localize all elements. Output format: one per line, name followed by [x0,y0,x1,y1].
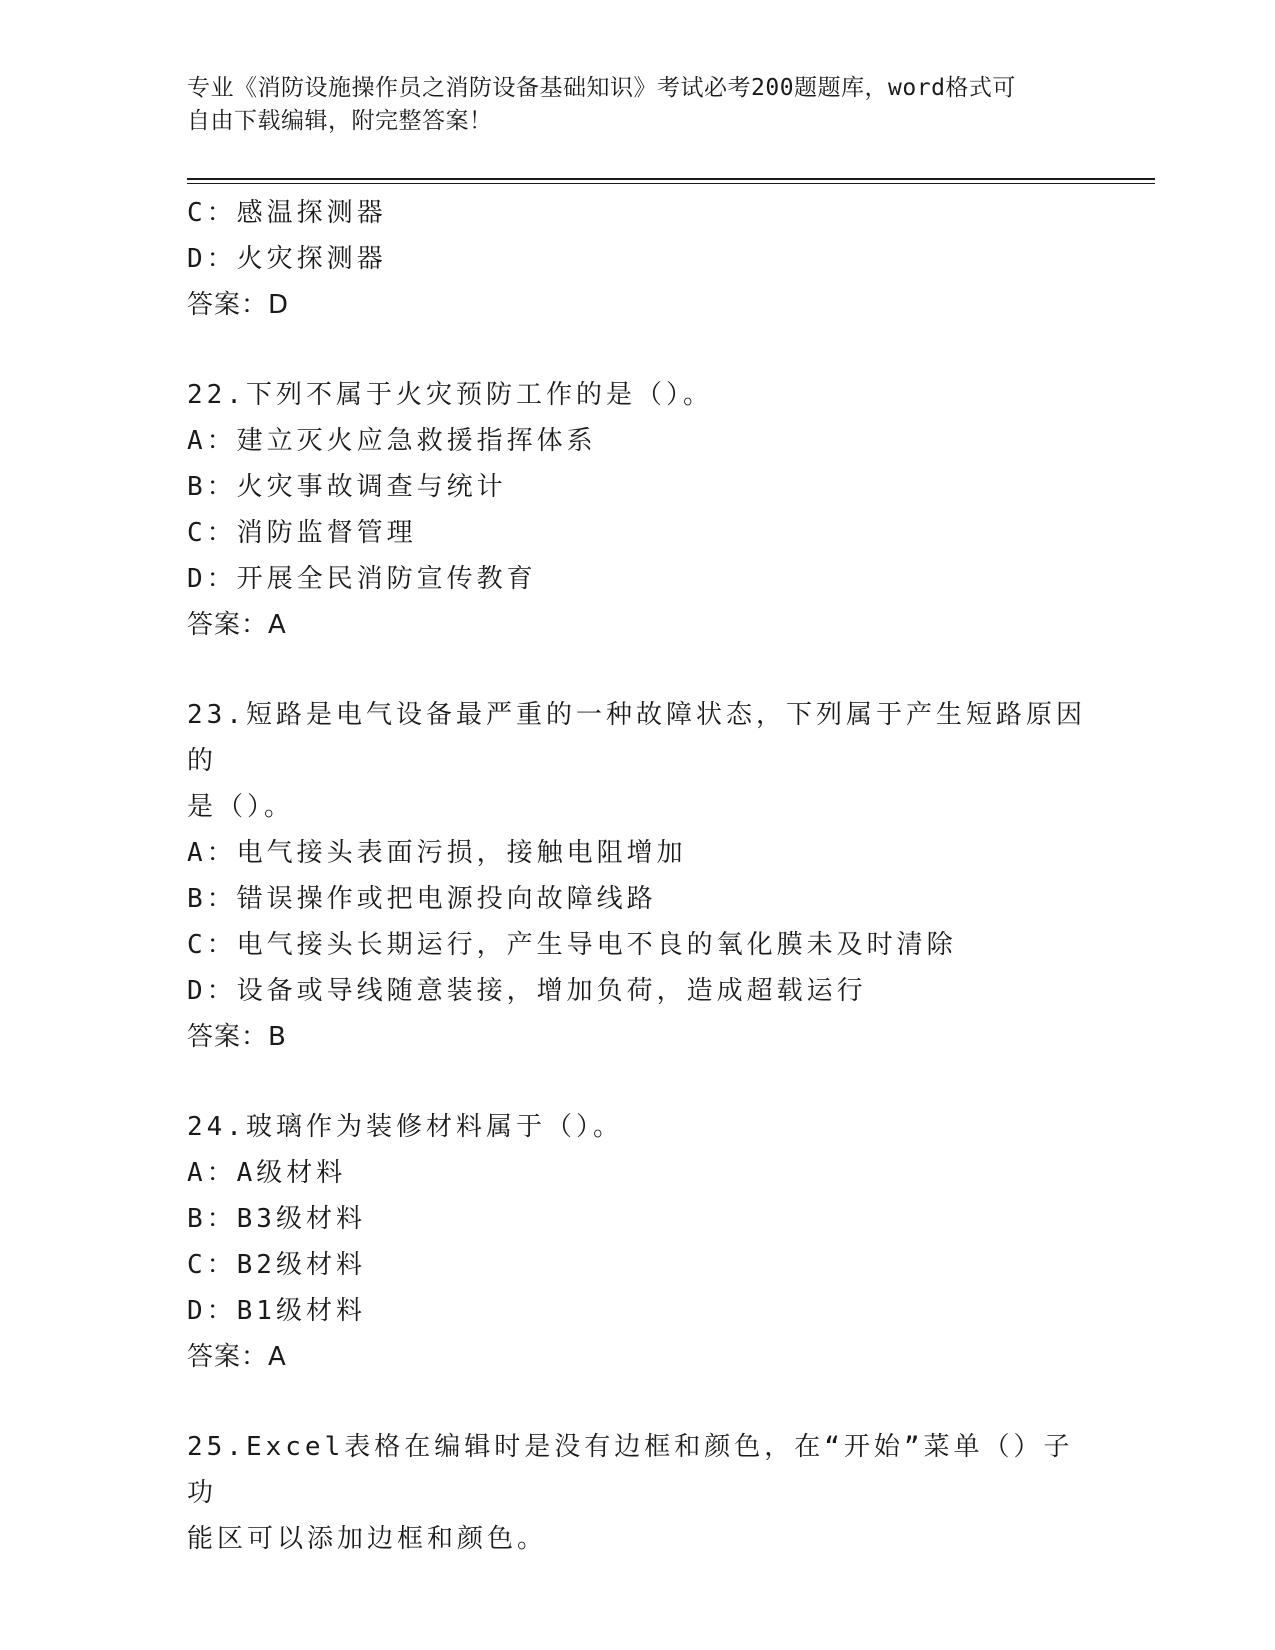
question-25 [187,1424,1087,1562]
answer-line: 答案：A [187,1342,287,1372]
spacer [187,328,1087,372]
question-stem-line-2: 是（）。 [187,792,295,822]
option-d: D：设备或导线随意装接，增加负荷，造成超载运行 [187,976,867,1006]
question-23 [187,692,1087,1060]
answer-line: 答案：D [187,290,290,320]
question-stem: 22.下列不属于火灾预防工作的是（）。 [187,380,713,410]
spacer [187,1060,1087,1104]
spacer [187,648,1087,692]
question-22 [187,372,1087,648]
header-line-2: 自由下载编辑，附完整答案！ [187,108,493,134]
header-divider-thin [187,183,1155,184]
header-divider-thick [187,178,1155,180]
option-c: C：感温探测器 [187,198,387,228]
question-21-continued [187,190,1087,328]
question-stem: 24.玻璃作为装修材料属于（）。 [187,1112,623,1142]
option-d: D：开展全民消防宣传教育 [187,564,537,594]
spacer [187,1380,1087,1424]
option-a: A：电气接头表面污损，接触电阻增加 [187,838,687,868]
option-c: C：电气接头长期运行，产生导电不良的氧化膜未及时清除 [187,930,957,960]
answer-line: 答案：A [187,610,287,640]
answer-line: 答案：B [187,1022,287,1052]
document-body [187,190,1087,1562]
question-24 [187,1104,1087,1380]
question-stem-line-1: 25.Excel表格在编辑时是没有边框和颜色，在“开始”菜单（）子功 [187,1432,1074,1508]
option-d: D：火灾探测器 [187,244,387,274]
document-header [187,72,1067,138]
header-line-1: 专业《消防设施操作员之消防设备基础知识》考试必考200题题库，word格式可 [187,75,1016,101]
option-b: B：火灾事故调查与统计 [187,472,507,502]
option-d: D：B1级材料 [187,1296,366,1326]
option-a: A：A级材料 [187,1158,347,1188]
option-c: C：B2级材料 [187,1250,366,1280]
option-b: B：错误操作或把电源投向故障线路 [187,884,657,914]
question-stem-line-2: 能区可以添加边框和颜色。 [187,1524,548,1554]
option-a: A：建立灭火应急救援指挥体系 [187,426,597,456]
option-b: B：B3级材料 [187,1204,366,1234]
option-c: C：消防监督管理 [187,518,417,548]
question-stem-line-1: 23.短路是电气设备最严重的一种故障状态，下列属于产生短路原因的 [187,700,1086,776]
